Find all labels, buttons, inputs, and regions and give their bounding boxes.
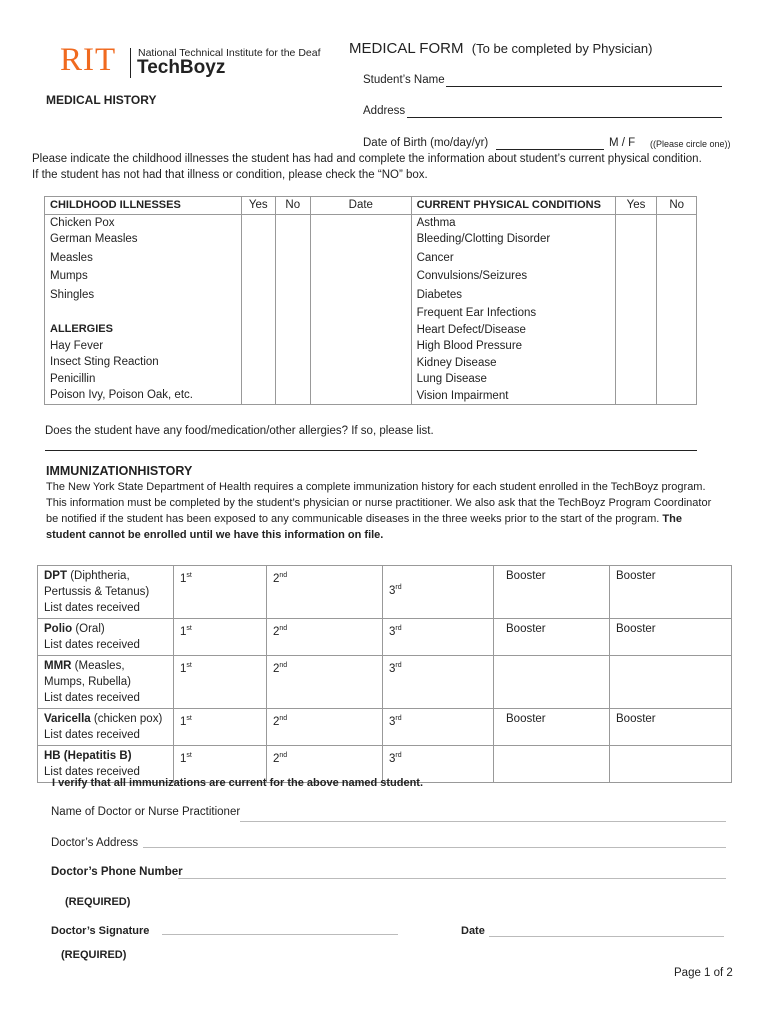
title-sub: (To be completed by Physician) <box>471 41 653 56</box>
vaccine-mmr <box>38 656 174 709</box>
illness-item: Measles <box>50 251 93 264</box>
allergy-answer-line[interactable] <box>45 450 697 451</box>
illness-no-column[interactable] <box>275 214 311 405</box>
dose-num: 1 <box>180 715 187 728</box>
address-field[interactable] <box>407 117 722 118</box>
student-name-field[interactable] <box>446 86 722 87</box>
illness-item: Mumps <box>50 270 88 282</box>
booster-cell[interactable] <box>494 746 610 783</box>
dose-num: 1 <box>180 625 187 638</box>
student-name-label: Student’s Name <box>363 74 445 86</box>
list-dates-label: List dates received <box>44 729 140 741</box>
vaccine-desc: (Measles, Mumps, Rubella) <box>44 660 131 688</box>
dose-num: 2 <box>273 662 280 675</box>
dose-num: 3 <box>389 715 396 728</box>
conditions-header: CURRENT PHYSICAL CONDITIONS <box>411 197 615 215</box>
vaccine-desc: (chicken pox) <box>90 713 163 725</box>
doctor-name-field[interactable] <box>240 821 726 822</box>
required-note: (REQUIRED) <box>61 949 127 961</box>
vaccine-name: DPT <box>44 570 67 582</box>
vaccine-name: Polio <box>44 623 73 635</box>
dose-suffix: rd <box>395 662 402 669</box>
condition-yes-column[interactable] <box>615 214 657 405</box>
dose-suffix: nd <box>279 572 288 579</box>
doctor-name-label: Name of Doctor or Nurse Practitioner <box>51 806 241 818</box>
allergy-item: Hay Fever <box>50 339 104 352</box>
instruction-2: If the student has not had that illness or condition, please check the “NO” box. <box>32 169 428 181</box>
immunization-table <box>37 565 732 783</box>
allergy-question: Does the student have any food/medication/other allergies? If so, please list. <box>45 425 434 437</box>
dob-field[interactable] <box>496 149 604 150</box>
no2-header: No <box>657 197 697 215</box>
dose-num: 3 <box>389 584 396 597</box>
condition-item: Cancer <box>416 251 454 264</box>
techboyz-logo: TechBoyz <box>137 57 226 78</box>
list-dates-label: List dates received <box>44 692 140 704</box>
vaccine-varicella <box>38 709 174 746</box>
immunization-bold-text: The student cannot be enrolled until we have this information on file. <box>46 513 682 541</box>
yes2-header: Yes <box>615 197 657 215</box>
dose-suffix: st <box>186 715 192 722</box>
booster-cell[interactable] <box>610 709 732 746</box>
condition-item: Diabetes <box>416 288 462 301</box>
vaccine-name: HB (Hepatitis B) <box>44 750 132 762</box>
vaccine-name: Varicella <box>44 713 91 725</box>
condition-item: Asthma <box>416 216 456 229</box>
booster-label: Booster <box>616 570 656 582</box>
allergies-header: ALLERGIES <box>50 323 113 335</box>
booster-label: Booster <box>506 570 546 582</box>
booster-cell[interactable] <box>494 619 610 656</box>
dose-3-cell[interactable] <box>383 566 494 619</box>
booster-cell[interactable] <box>610 619 732 656</box>
dose-suffix: st <box>186 572 192 579</box>
dose-suffix: nd <box>279 752 288 759</box>
condition-item: Kidney Disease <box>416 356 497 369</box>
date-field[interactable] <box>489 936 724 937</box>
dob-label: Date of Birth (mo/day/yr) <box>363 137 489 149</box>
dose-3-cell[interactable] <box>383 709 494 746</box>
sex-note: ((Please circle one)) <box>650 139 731 149</box>
dose-suffix: rd <box>395 625 402 632</box>
booster-label: Booster <box>506 713 546 725</box>
immunization-heading: IMMUNIZATIONHISTORY <box>46 464 193 478</box>
dose-num: 2 <box>273 752 280 765</box>
booster-cell[interactable] <box>610 656 732 709</box>
dose-num: 2 <box>273 715 280 728</box>
illness-date-column[interactable] <box>311 214 412 405</box>
booster-label: Booster <box>616 713 656 725</box>
booster-label: Booster <box>506 623 546 635</box>
dose-3-cell[interactable] <box>383 656 494 709</box>
illness-item: Shingles <box>50 288 95 301</box>
dose-suffix: st <box>186 625 192 632</box>
instruction-1: Please indicate the childhood illnesses the student has had and complete the information about student’s current physical condition. <box>32 153 702 165</box>
dose-suffix: st <box>186 752 192 759</box>
list-dates-label: List dates received <box>44 639 140 651</box>
form-title <box>349 40 652 57</box>
illness-header: CHILDHOOD ILLNESSES <box>45 197 242 215</box>
dose-1-cell[interactable] <box>174 619 267 656</box>
condition-item: Lung Disease <box>416 373 487 385</box>
doctor-address-field[interactable] <box>143 847 726 848</box>
illness-yes-column[interactable] <box>242 214 276 405</box>
dose-num: 3 <box>389 752 396 765</box>
dose-2-cell[interactable] <box>267 566 383 619</box>
booster-cell[interactable] <box>494 656 610 709</box>
condition-item: Convulsions/Seizures <box>416 270 528 282</box>
illness-list <box>45 214 242 405</box>
immunization-paragraph <box>46 479 714 543</box>
vaccine-polio <box>38 619 174 656</box>
booster-cell[interactable] <box>610 746 732 783</box>
dose-num: 3 <box>389 662 396 675</box>
condition-item: Bleeding/Clotting Disorder <box>416 233 551 245</box>
no-header: No <box>275 197 311 215</box>
dose-num: 1 <box>180 662 187 675</box>
verify-statement: I verify that all immunizations are current for the above named student. <box>52 777 424 789</box>
dose-1-cell[interactable] <box>174 566 267 619</box>
condition-no-column[interactable] <box>657 214 697 405</box>
illness-item: German Measles <box>50 233 138 245</box>
sex-note-text: (Please circle one) <box>653 139 728 149</box>
vaccine-name: MMR <box>44 660 72 672</box>
logo-divider <box>130 48 131 78</box>
allergy-item: Insect Sting Reaction <box>50 356 159 368</box>
history-table <box>44 196 697 405</box>
doctor-signature-field[interactable] <box>162 934 398 935</box>
dose-num: 3 <box>389 625 396 638</box>
dose-num: 2 <box>273 572 280 585</box>
required-note: (REQUIRED) <box>65 896 131 908</box>
title-main: MEDICAL FORM <box>349 40 464 57</box>
doctor-address-label: Doctor’s Address <box>51 837 139 849</box>
allergy-item: Penicillin <box>50 372 96 385</box>
dose-suffix: rd <box>395 715 402 722</box>
dose-suffix: rd <box>395 584 402 591</box>
condition-item: Frequent Ear Infections <box>416 307 537 319</box>
yes-header: Yes <box>242 197 276 215</box>
booster-cell[interactable] <box>494 709 610 746</box>
booster-label: Booster <box>616 623 656 635</box>
condition-item: High Blood Pressure <box>416 340 523 352</box>
vaccine-desc: (Diphtheria, Pertussis & Tetanus) <box>44 570 150 598</box>
vaccine-desc: (Oral) <box>72 623 105 635</box>
dose-2-cell[interactable] <box>267 656 383 709</box>
dose-1-cell[interactable] <box>174 656 267 709</box>
dose-suffix: nd <box>279 715 288 722</box>
dose-num: 1 <box>180 572 187 585</box>
medical-history-heading: MEDICAL HISTORY <box>46 93 157 107</box>
illness-item: Chicken Pox <box>50 216 115 229</box>
immunization-text: The New York State Department of Health requires a complete immunization history for each student enrolled in the TechBoyz program. This information must be completed by the student’s physician or nurse practitioner. We also ask that the TechBoyz Program Coordinator be notified if the student has been exposed to any communicable diseases in the three weeks prior to the start of the program. <box>46 481 712 525</box>
dose-suffix: st <box>186 662 192 669</box>
booster-cell[interactable] <box>610 566 732 619</box>
sex-label[interactable]: M / F <box>609 137 636 149</box>
doctor-signature-label: Doctor’s Signature <box>51 925 150 937</box>
conditions-list <box>411 214 615 405</box>
rit-logo: RIT <box>60 42 117 78</box>
condition-item: Vision Impairment <box>416 389 509 402</box>
dose-num: 1 <box>180 752 187 765</box>
dose-3-cell[interactable] <box>383 619 494 656</box>
dose-2-cell[interactable] <box>267 709 383 746</box>
dose-suffix: nd <box>279 625 288 632</box>
page-number: Page 1 of 2 <box>674 967 733 979</box>
condition-item: Heart Defect/Disease <box>416 323 526 336</box>
dose-suffix: nd <box>279 662 288 669</box>
ntid-text: National Technical Institute for the Deaf <box>138 47 321 59</box>
list-dates-label: List dates received <box>44 602 140 614</box>
list-dates-label: List dates received <box>44 766 140 778</box>
allergy-item: Poison Ivy, Poison Oak, etc. <box>50 389 193 401</box>
doctor-phone-field[interactable] <box>178 878 726 879</box>
date-label: Date <box>461 925 485 937</box>
doctor-phone-label: Doctor’s Phone Number <box>51 866 183 878</box>
dose-2-cell[interactable] <box>267 619 383 656</box>
vaccine-dpt <box>38 566 174 619</box>
dose-suffix: rd <box>395 752 402 759</box>
date-header: Date <box>311 197 412 215</box>
dose-num: 2 <box>273 625 280 638</box>
booster-cell[interactable] <box>494 566 610 619</box>
dose-1-cell[interactable] <box>174 709 267 746</box>
address-label: Address <box>363 105 406 117</box>
